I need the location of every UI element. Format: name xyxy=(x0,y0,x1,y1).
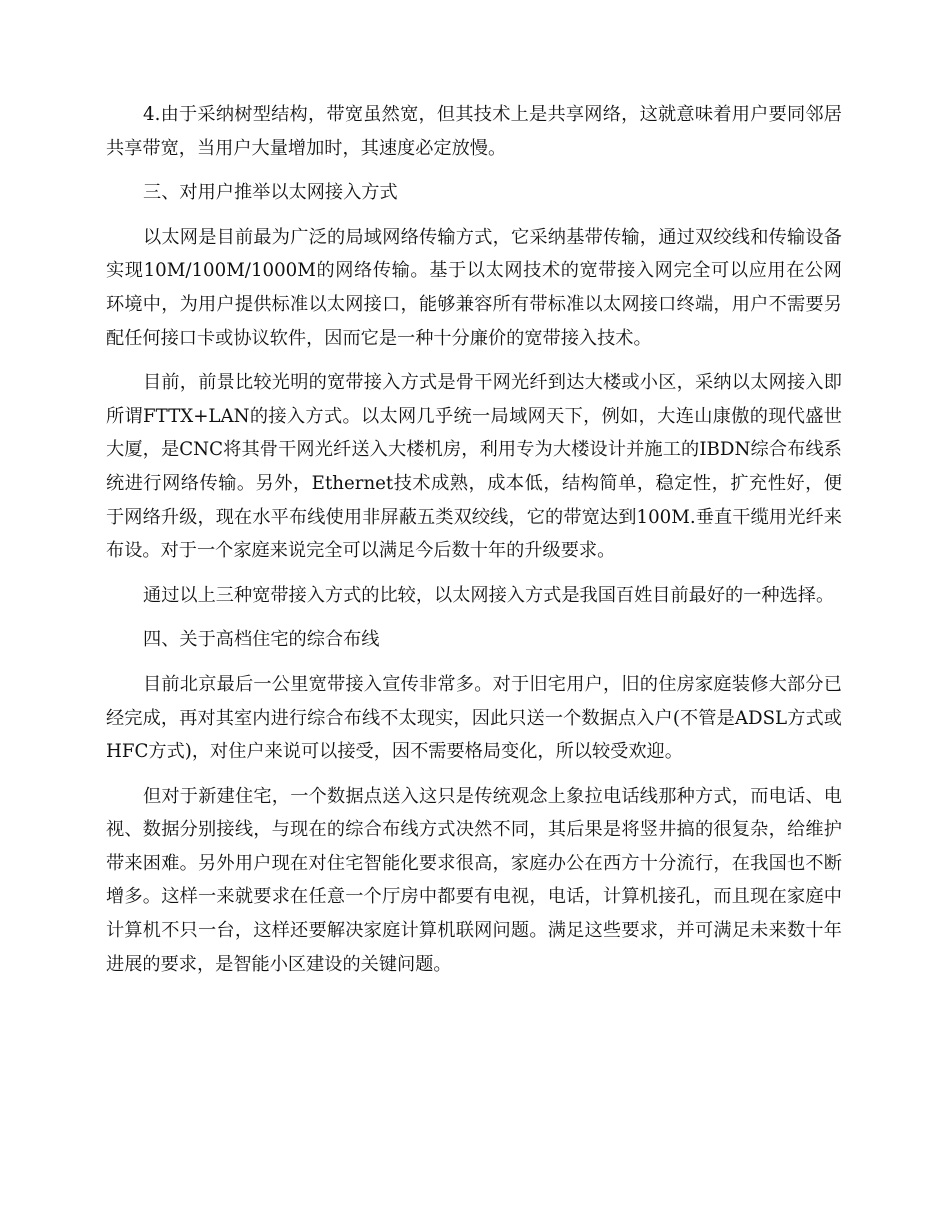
paragraph-new-homes: 但对于新建住宅，一个数据点送入这只是传统观念上象拉电话线那种方式，而电话、电视、数据分别接线，与现在的综合布线方式决然不同，其后果是将竖井搞的很复杂，给维护带来困难。另外用户现在对住宅智能化要求很高，家庭办公在西方十分流行，在我国也不断增多。这样一来就要求在任意一个厅房中都要有电视，电话，计算机接孔，而且现在家庭中计算机不只一台，这样还要解决家庭计算机联网问题。满足这些要求，并可满足未来数十年进展的要求，是智能小区建设的关键问题。 xyxy=(106,785,842,975)
document-body xyxy=(106,98,842,992)
paragraph-shared-bandwidth: 4.由于采纳树型结构，带宽虽然宽，但其技术上是共享网络，这就意味着用户要同邻居共享带宽，当用户大量增加时，其速度必定放慢。 xyxy=(106,104,842,159)
section-heading-ethernet: 三、对用户推举以太网接入方式 xyxy=(143,182,398,204)
paragraph-old-homes: 目前北京最后一公里宽带接入宣传非常多。对于旧宅用户，旧的住房家庭装修大部分已经完成，再对其室内进行综合布线不太现实，因此只送一个数据点入户(不管是ADSL方式或HFC方式)，对住户来说可以接受，因不需要格局变化，所以较受欢迎。 xyxy=(106,673,842,763)
paragraph-ethernet-intro: 以太网是目前最为广泛的局域网络传输方式，它采纳基带传输，通过双绞线和传输设备实现10M/100M/1000M的网络传输。基于以太网技术的宽带接入网完全可以应用在公网环境中，为用户提供标准以太网接口，能够兼容所有带标准以太网接口终端，用户不需要另配任何接口卡或协议软件，因而它是一种十分廉价的宽带接入技术。 xyxy=(106,226,842,349)
paragraph-conclusion: 通过以上三种宽带接入方式的比较，以太网接入方式是我国百姓目前最好的一种选择。 xyxy=(143,584,835,606)
section-heading-cabling: 四、关于高档住宅的综合布线 xyxy=(143,629,380,651)
paragraph-fttx-lan: 目前，前景比较光明的宽带接入方式是骨干网光纤到达大楼或小区，采纳以太网接入即所谓FTTX+LAN的接入方式。以太网几乎统一局域网天下，例如，大连山康傲的现代盛世大厦，是CNC将其骨干网光纤送入大楼机房，利用专为大楼设计并施工的IBDN综合布线系统进行网络传输。另外，Ethernet技术成熟，成本低，结构简单，稳定性，扩充性好，便于网络升级，现在水平布线使用非屏蔽五类双绞线，它的带宽达到100M.垂直干缆用光纤来布设。对于一个家庭来说完全可以满足今后数十年的升级要求。 xyxy=(106,372,842,562)
